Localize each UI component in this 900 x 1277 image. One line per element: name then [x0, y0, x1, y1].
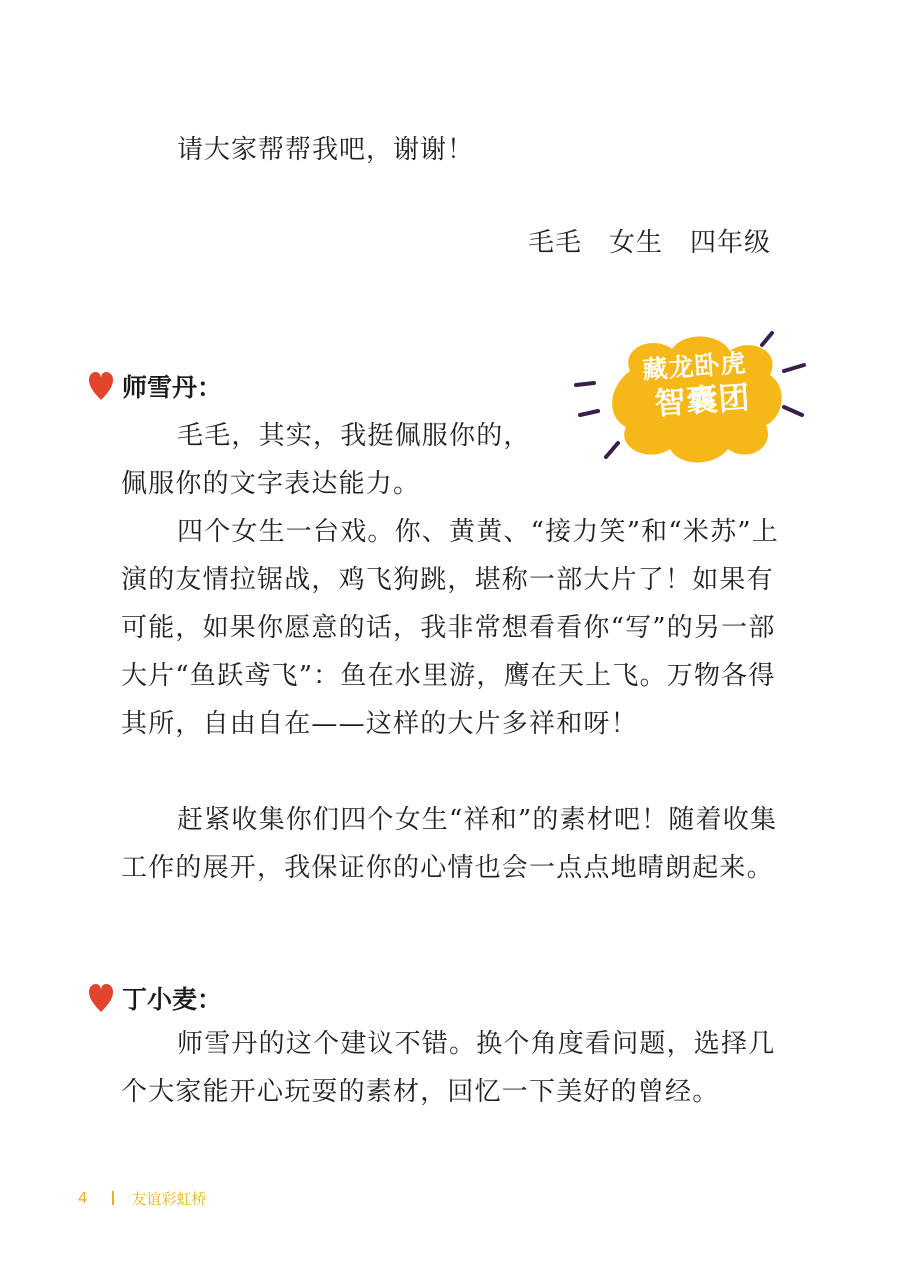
badge-title-line2: 智囊团 [653, 379, 752, 423]
heart-icon [88, 371, 114, 401]
badge-title-line1: 藏龙卧虎 [641, 348, 748, 385]
paragraph: 四个女生一台戏。你、黄黄、“接力笑”和“米苏”上演的友情拉锯战，鸡飞狗跳，堪称一部大片了！如果有可能，如果你愿意的话，我非常想看看你“写”的另一部大片“鱼跃鸢飞”：鱼在水里游，鹰在天上飞。万物各得其所，自由自在——这样的大片多祥和呀！ [121, 517, 779, 739]
paragraph: 赶紧收集你们四个女生“祥和”的素材吧！随着收集工作的展开，我保证你的心情也会一点点地晴朗起来。 [121, 805, 778, 883]
page-number: 4 [78, 1189, 88, 1207]
speaker-name: 师雪丹： [122, 373, 223, 402]
speaker-heading-1 [88, 366, 222, 406]
page-footer [78, 1186, 207, 1210]
paragraph: 毛毛，其实，我挺佩服你的， [177, 421, 531, 451]
letter-closing: 请大家帮帮我吧，谢谢！ [177, 135, 475, 165]
book-title: 友谊彩虹桥 [131, 1189, 207, 1208]
speaker-name: 丁小麦： [122, 985, 223, 1014]
letter-signature: 毛毛 女生 四年级 [528, 228, 772, 258]
footer-divider [112, 1191, 114, 1205]
paragraph: 佩服你的文字表达能力。 [121, 469, 421, 499]
speaker-heading-2 [88, 978, 222, 1018]
heart-icon [88, 983, 114, 1013]
paragraph: 师雪丹的这个建议不错。换个角度看问题，选择几个大家能开心玩耍的素材，回忆一下美好的曾经。 [121, 1029, 776, 1107]
